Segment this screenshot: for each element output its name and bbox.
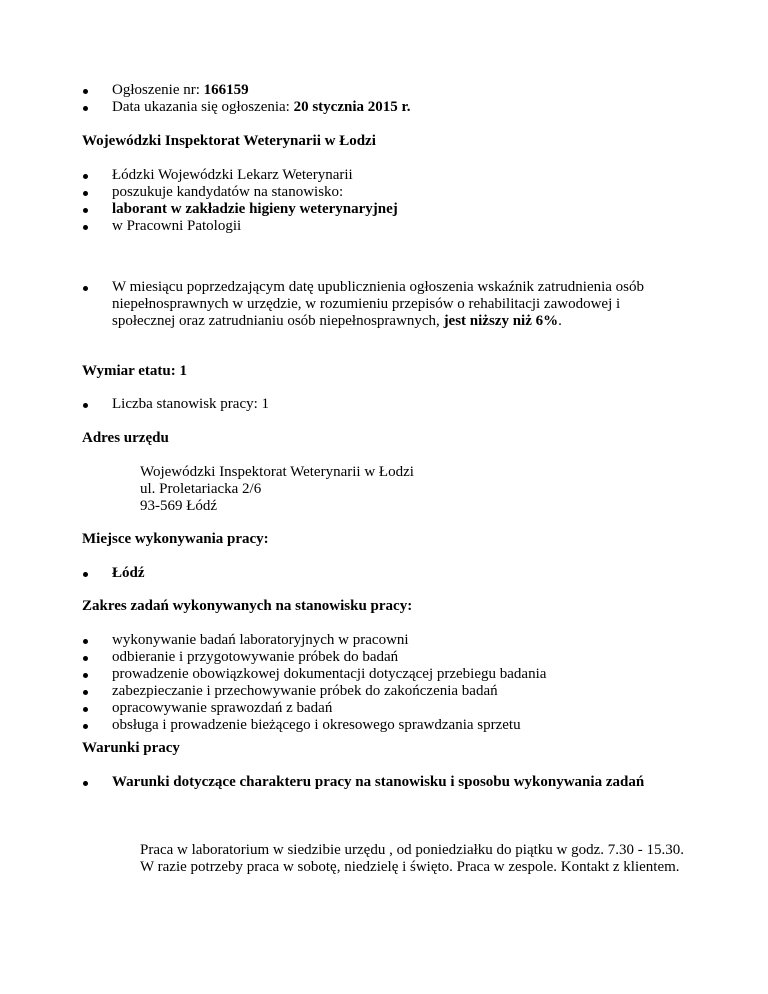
duty-item: prowadzenie obowiązkowej dokumentacji dotyczącej przebiegu badania [112, 666, 672, 683]
conditions-heading: Warunki pracy [82, 740, 180, 756]
announcement-number [112, 82, 672, 99]
list-item: poszukuje kandydatów na stanowisko: [112, 184, 672, 201]
duty-item: odbieranie i przygotowywanie próbek do badań [112, 649, 672, 666]
disability-note-bold: jest niższy niż 6% [443, 313, 559, 329]
duty-item: obsługa i prowadzenie bieżącego i okresowego sprawdzania sprzetu [112, 717, 672, 734]
conditions-list [112, 774, 672, 791]
address-heading: Adres urzędu [82, 430, 169, 446]
positions-list [112, 396, 672, 413]
list-item: w Pracowni Patologii [112, 218, 672, 235]
duty-item: zabezpieczanie i przechowywanie próbek do zakończenia badań [112, 683, 672, 700]
announcement-number-value: 166159 [203, 82, 249, 98]
workplace-list [112, 565, 672, 582]
positions-count: Liczba stanowisk pracy: 1 [112, 396, 672, 413]
announcement-date-label: Data ukazania się ogłoszenia: [112, 99, 290, 115]
address-line: 93-569 Łódź [140, 498, 218, 514]
disability-note-list [112, 279, 672, 330]
address-block [140, 464, 414, 515]
list-item: Łódzki Wojewódzki Lekarz Weterynarii [112, 167, 672, 184]
conditions-text: Praca w laboratorium w siedzibie urzędu , od poniedziałku do piątku w godz. 7.30 - 15.30. W razie potrzeby praca w sobotę, niedzielę i święto. Praca w zespole. Kontakt z klientem. [140, 842, 685, 875]
duties-list [112, 632, 672, 734]
disability-note: W miesiącu poprzedzającym datę upublicznienia ogłoszenia wskaźnik zatrudnienia osób niepełnosprawnych w urzędzie, w rozumieniu przepisów o rehabilitacji zawodowej i społecznej oraz zatrudnianiu osób niepełnosprawnych, jest niższy niż 6%. [112, 279, 672, 330]
duty-item: wykonywanie badań laboratoryjnych w pracowni [112, 632, 672, 649]
institution-list [112, 167, 672, 235]
position-title: laborant w zakładzie higieny weterynaryjnej [112, 201, 672, 218]
workplace-city: Łódź [112, 565, 672, 582]
announcement-date-value: 20 stycznia 2015 r. [293, 99, 411, 115]
announcement-meta-list [112, 82, 672, 116]
announcement-date [112, 99, 672, 116]
workplace-heading: Miejsce wykonywania pracy: [82, 531, 269, 547]
address-line: ul. Proletariacka 2/6 [140, 481, 262, 497]
duties-heading: Zakres zadań wykonywanych na stanowisku pracy: [82, 598, 413, 614]
announcement-number-label: Ogłoszenie nr: [112, 82, 200, 98]
duty-item: opracowywanie sprawozdań z badań [112, 700, 672, 717]
conditions-subheading: Warunki dotyczące charakteru pracy na stanowisku i sposobu wykonywania zadań [112, 774, 672, 791]
institution-title: Wojewódzki Inspektorat Weterynarii w Łodzi [82, 133, 376, 149]
employment-heading: Wymiar etatu: 1 [82, 363, 187, 379]
address-line: Wojewódzki Inspektorat Weterynarii w Łodzi [140, 464, 414, 480]
